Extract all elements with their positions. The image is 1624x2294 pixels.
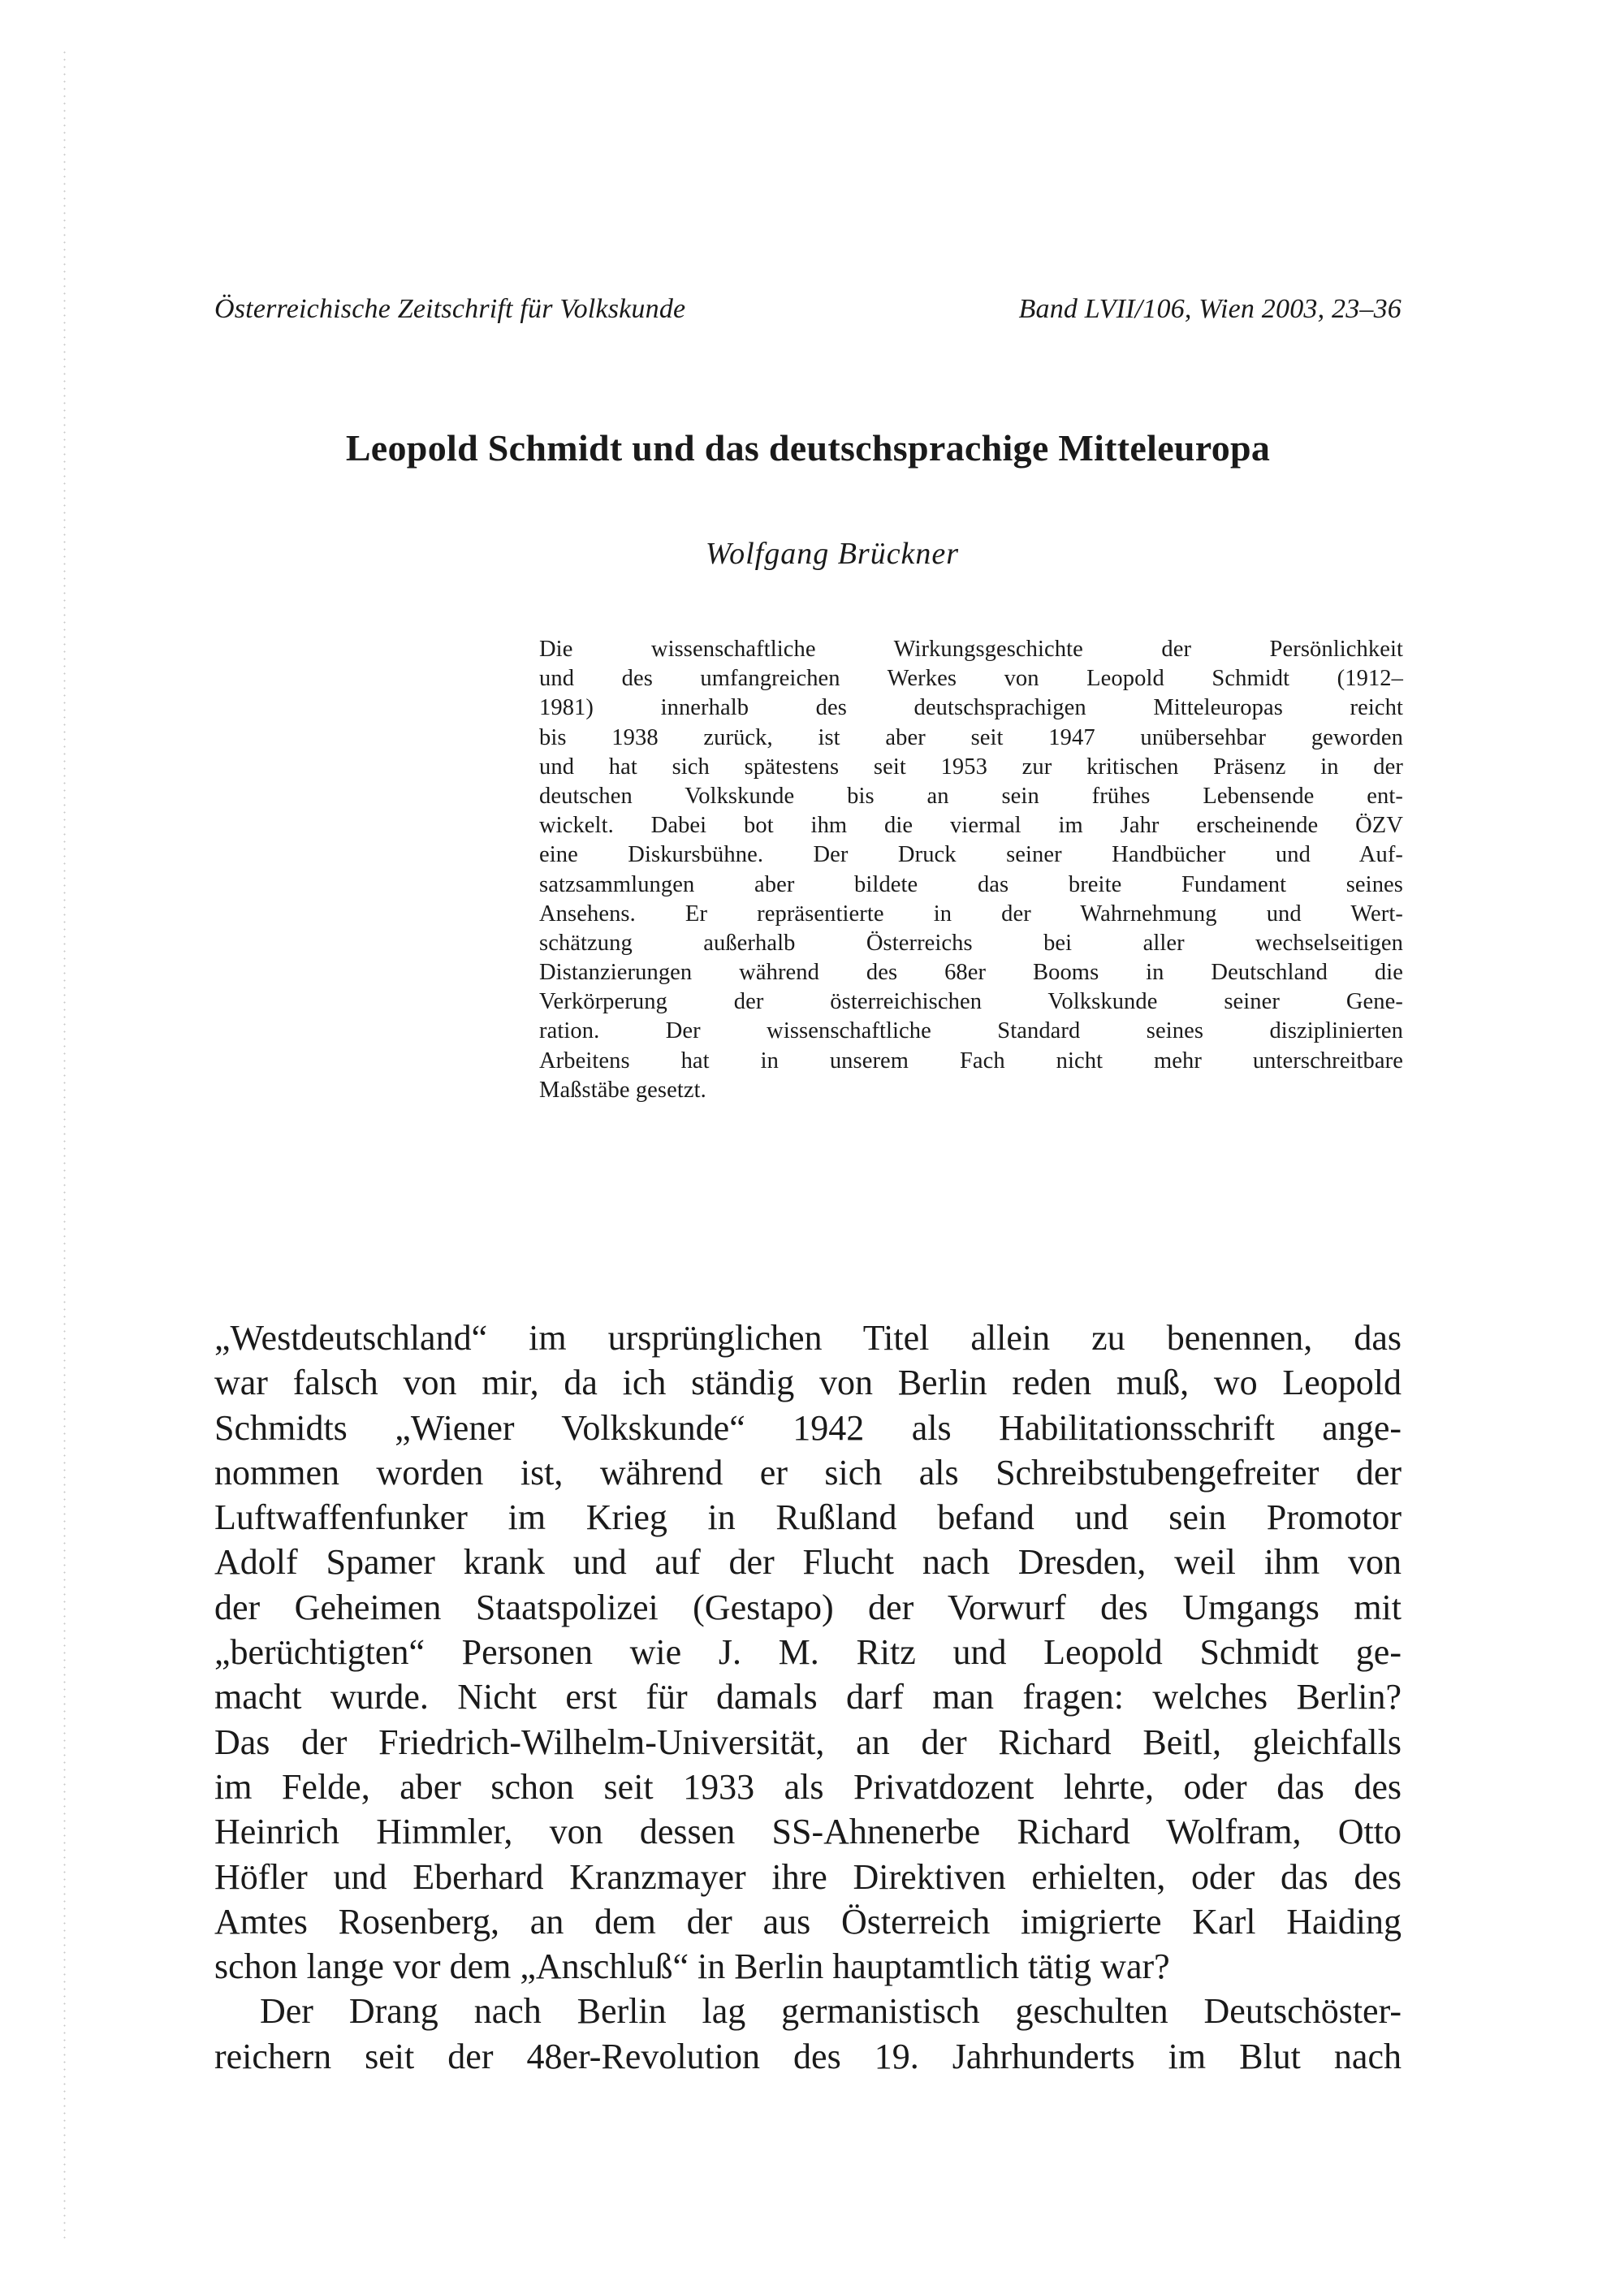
article-title: Leopold Schmidt und das deutschsprachige Mitteleuropa: [345, 427, 1271, 469]
body-line: „Westdeutschland“ im ursprünglichen Titel allein zu benennen, das: [214, 1318, 1402, 1358]
abstract-line: und hat sich spätestens seit 1953 zur kritischen Präsenz in der: [539, 754, 1403, 780]
abstract-line: Die wissenschaftliche Wirkungsgeschichte der Persönlichkeit: [539, 637, 1403, 662]
abstract-line: deutschen Volkskunde bis an sein frühes Lebensende ent-: [539, 783, 1403, 809]
body-line: reichern seit der 48er-Revolution des 19. Jahrhunderts im Blut nach: [214, 2036, 1402, 2076]
body-line: Schmidts „Wiener Volkskunde“ 1942 als Habilitationsschrift ange-: [214, 1407, 1402, 1448]
scan-margin-dots: [63, 49, 66, 2241]
abstract-line: Distanzierungen während des 68er Booms in Deutschland die: [539, 960, 1403, 986]
body-line: im Felde, aber schon seit 1933 als Privatdozent lehrte, oder das des: [214, 1766, 1402, 1807]
volume-info: Band LVII/106, Wien 2003, 23–36: [1018, 294, 1402, 324]
body-line: nommen worden ist, während er sich als Schreibstubengefreiter der: [214, 1452, 1402, 1493]
abstract-line: 1981) innerhalb des deutschsprachigen Mitteleuropas reicht: [539, 695, 1403, 721]
journal-name: Österreichische Zeitschrift für Volkskunde: [214, 294, 686, 324]
abstract-line: Arbeitens hat in unserem Fach nicht mehr unterschreitbare: [539, 1048, 1403, 1074]
abstract-line: ration. Der wissenschaftliche Standard seines disziplinierten: [539, 1018, 1403, 1044]
abstract: [539, 635, 1403, 1105]
body-line: Höfler und Eberhard Kranzmayer ihre Direktiven erhielten, oder das des: [214, 1856, 1402, 1897]
abstract-line: wickelt. Dabei bot ihm die viermal im Jahr erscheinende ÖZV: [539, 813, 1403, 839]
body-line: „berüchtigten“ Personen wie J. M. Ritz und Leopold Schmidt ge-: [214, 1632, 1402, 1673]
paragraph-1: [214, 1315, 1402, 1989]
body-line: der Geheimen Staatspolizei (Gestapo) der Vorwurf des Umgangs mit: [214, 1587, 1402, 1627]
abstract-line: Maßstäbe gesetzt.: [539, 1077, 706, 1103]
body-line: Amtes Rosenberg, an dem der aus Österreich imigrierte Karl Haiding: [214, 1901, 1402, 1942]
abstract-line: satzsammlungen aber bildete das breite Fundament seines: [539, 871, 1403, 897]
body-line: Das der Friedrich-Wilhelm-Universität, an der Richard Beitl, gleichfalls: [214, 1722, 1402, 1762]
body-line: Heinrich Himmler, von dessen SS-Ahnenerbe Richard Wolfram, Otto: [214, 1812, 1402, 1852]
abstract-line: schätzung außerhalb Österreichs bei aller wechselseitigen: [539, 930, 1403, 956]
body-line: schon lange vor dem „Anschluß“ in Berlin hauptamtlich tätig war?: [214, 1946, 1170, 1987]
abstract-line: Ansehens. Er repräsentierte in der Wahrnehmung und Wert-: [539, 901, 1403, 927]
abstract-line: bis 1938 zurück, ist aber seit 1947 unübersehbar geworden: [539, 724, 1403, 750]
body-line: war falsch von mir, da ich ständig von Berlin reden muß, wo Leopold: [214, 1363, 1402, 1403]
body-line: Luftwaffenfunker im Krieg in Rußland befand und sein Promotor: [214, 1497, 1402, 1538]
body-line: Der Drang nach Berlin lag germanistisch geschulten Deutschöster-: [260, 1991, 1402, 2032]
abstract-line: eine Diskursbühne. Der Druck seiner Handbücher und Auf-: [539, 842, 1403, 868]
article-author: Wolfgang Brückner: [705, 537, 960, 571]
body-text: [214, 1315, 1402, 2079]
paragraph-2: [214, 1989, 1402, 2079]
body-line: macht wurde. Nicht erst für damals darf man fragen: welches Berlin?: [214, 1677, 1402, 1717]
running-head: [214, 294, 1402, 325]
abstract-line: und des umfangreichen Werkes von Leopold Schmidt (1912–: [539, 666, 1403, 692]
abstract-line: Verkörperung der österreichischen Volkskunde seiner Gene-: [539, 989, 1403, 1015]
body-line: Adolf Spamer krank und auf der Flucht nach Dresden, weil ihm von: [214, 1542, 1402, 1583]
